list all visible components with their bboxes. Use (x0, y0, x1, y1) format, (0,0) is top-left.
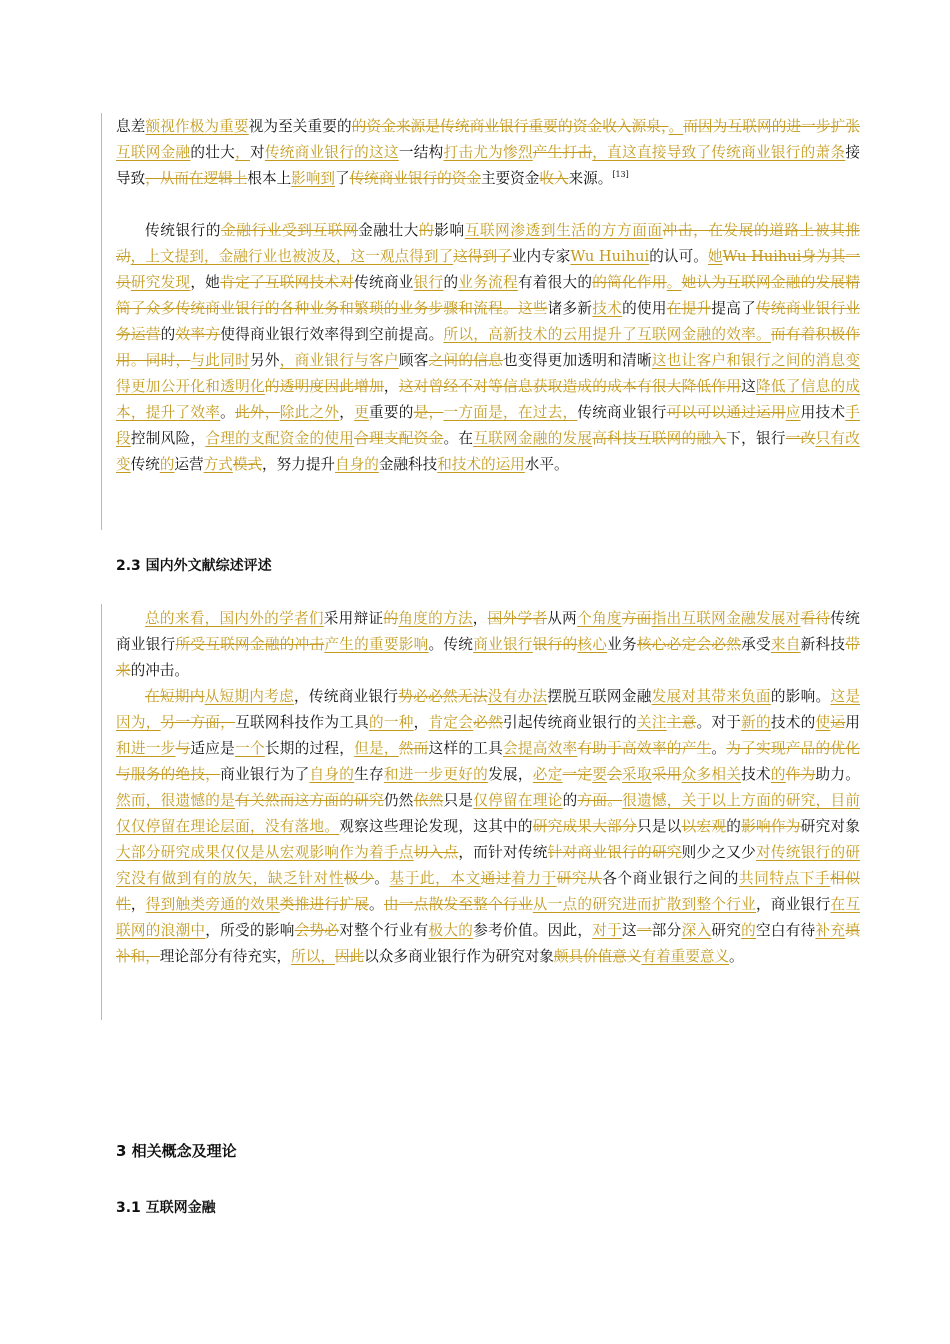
inserted-text: 从短期内考虑 (204, 688, 295, 705)
body-text: ，所受的影响 (205, 922, 295, 939)
deleted-text: 另一方面， (160, 714, 236, 731)
inserted-text: 众多相关 (681, 766, 742, 783)
body-text: 。 (374, 870, 390, 887)
body-text: 只是以 (636, 818, 682, 835)
inserted-text: 影响到 (291, 170, 335, 187)
inserted-text: 银行 (413, 274, 444, 291)
inserted-text: 的一种 (369, 714, 414, 731)
inserted-text: 只有改变 (116, 430, 860, 473)
deleted-text: 与 (175, 740, 191, 757)
body-text: 一结构 (398, 144, 444, 161)
body-text: 研究对象 (800, 818, 860, 835)
deleted-text: 所受互联网金融的冲击 (175, 636, 325, 653)
inserted-text: 指出互联网金融发展对 (651, 610, 801, 627)
body-text: 采用辩证 (323, 610, 384, 627)
body-text: 传统 (130, 456, 160, 473)
body-text: 传统商业银行 (116, 610, 860, 653)
body-text: ，努力提升 (262, 456, 336, 473)
body-text: 传统银行的 (145, 222, 222, 239)
inserted-text: 所以，高新技术的云用提升了互联网金融的效率。 (443, 326, 771, 343)
body-text: ， (413, 714, 429, 731)
inserted-text: 会提高效率 (502, 740, 578, 757)
deleted-text: 因此 (334, 948, 365, 965)
body-text: 这 (741, 378, 757, 395)
body-text: 。对于 (696, 714, 742, 731)
body-text: 。 (729, 948, 744, 965)
body-text: 生存 (354, 766, 384, 783)
inserted-text: 商业银行 (473, 636, 533, 653)
inserted-text: 大部分研究成果仅仅是从宏观影响作为着手点 (116, 844, 414, 861)
inserted-text: 自身的 (309, 766, 355, 783)
deleted-text: 研究成果大部分 (532, 818, 637, 835)
deleted-text: 以宏观 (681, 818, 727, 835)
body-text: ， (383, 378, 399, 395)
body-text: 接导致 (116, 144, 860, 187)
body-text: 影响 (434, 222, 465, 239)
inserted-text: 来自 (770, 636, 801, 653)
inserted-text: 互联网金融 (116, 144, 191, 161)
inserted-text: 。 (666, 274, 682, 291)
body-text: 对 (249, 144, 265, 161)
body-text: 。 (711, 740, 727, 757)
inserted-text: 的 (741, 922, 756, 939)
deleted-text: 颇具价值意义 (553, 948, 642, 965)
deleted-text: 方面。 (577, 792, 623, 809)
body-text: 承受 (741, 636, 771, 653)
deleted-text: 合理支配资金 (354, 430, 444, 447)
citation-ref: [13] (612, 170, 629, 180)
inserted-text: 对于 (592, 922, 623, 939)
deleted-text: 一定 (562, 766, 593, 783)
body-text: ，而针对传统 (458, 844, 548, 861)
inserted-text: 额视作极为重要 (145, 118, 249, 135)
body-text: 顾客 (398, 352, 429, 369)
inserted-text: 没有办法 (487, 688, 548, 705)
inserted-text: 应 (785, 404, 801, 421)
body-text: 摆脱互联网金融 (547, 688, 652, 705)
inserted-text: 自身的 (335, 456, 379, 473)
body-text: 诸多新 (547, 300, 593, 317)
body-text: 。 (369, 896, 384, 913)
body-text: 这样的工具 (428, 740, 503, 757)
body-text: 技术 (741, 766, 771, 783)
body-text: 水平。 (524, 456, 569, 473)
body-text: 的 (160, 326, 176, 343)
deleted-text: 传统商业银行业务运营 (116, 300, 860, 343)
inserted-text: 这是因为， (116, 688, 860, 731)
inserted-text: 技术 (592, 300, 623, 317)
inserted-text: 很遗憾，关于以上方面的研究，目前仅仅停留在理论层面，没有落地。 (116, 792, 860, 835)
body-text: 业务 (607, 636, 637, 653)
deleted-text: 带来 (116, 636, 860, 679)
deleted-text: 在提升 (666, 300, 712, 317)
deleted-text: 金融行业受到互联网 (221, 222, 359, 239)
deleted-text: 影响作为 (741, 818, 801, 835)
inserted-text: 角度的方法 (398, 610, 473, 627)
body-text: 以众多商业银行作为研究对象 (364, 948, 554, 965)
body-text: 理论部分有待充实， (159, 948, 292, 965)
body-text: 新科技 (800, 636, 846, 653)
inserted-text: 一个 (235, 740, 265, 757)
paragraph-short-term (116, 684, 860, 970)
body-text: 从两 (547, 610, 578, 627)
deleted-text: 模式 (232, 456, 263, 473)
body-text: 的 (726, 818, 742, 835)
deleted-text: 的 (383, 610, 399, 627)
deleted-text: 传统商业银行的资金 (349, 170, 481, 187)
deleted-text: 一改 (785, 430, 816, 447)
body-text: 根本上 (247, 170, 292, 187)
inserted-text: 除此之外 (279, 404, 340, 421)
deleted-text: 她认为互联网金融的发展精简了众多传统商业银行的各种业务和繁琐的业务步骤和流程。 (116, 274, 860, 317)
body-text: 运营 (174, 456, 204, 473)
inserted-text: 核心 (577, 636, 608, 653)
body-text: 有着很大的 (517, 274, 593, 291)
inserted-text: 有着重要意义 (641, 948, 730, 965)
body-text: 引起传统商业银行的 (502, 714, 637, 731)
inserted-text: 肯定会 (428, 714, 474, 731)
inserted-text: 互联网金融的发展 (473, 430, 593, 447)
body-text: 主要资金 (480, 170, 540, 187)
body-text: 仍然 (383, 792, 414, 809)
inserted-text: Wu Huihui (570, 248, 650, 265)
inserted-text: 着力于 (511, 870, 557, 887)
body-text: ，传统商业银行 (294, 688, 399, 705)
deleted-text: 必然 (473, 714, 503, 731)
body-text: 来源。 (568, 170, 613, 187)
inserted-text: 产生的重要影响 (324, 636, 429, 653)
inserted-text: ，直这直接导致了传统商业银行的萧条 (592, 144, 846, 161)
inserted-text: 传统商业银行的这这 (264, 144, 399, 161)
heading-3: 3 相关概念及理论 (116, 1142, 237, 1160)
body-text: 这 (622, 922, 637, 939)
body-text: 用 (845, 714, 860, 731)
body-text: 部分 (651, 922, 682, 939)
body-text: ，商业银行 (756, 896, 831, 913)
inserted-text: 发展对其带来负面 (651, 688, 771, 705)
inserted-text: 个角度 (577, 610, 622, 627)
inserted-text: 从一点的研究进而扩散到整个行业 (532, 896, 757, 913)
inserted-text: 一方面是，在过去， (443, 404, 578, 421)
deleted-text: 效率方 (175, 326, 221, 343)
inserted-text: 方式 (203, 456, 233, 473)
body-text: 业内专家 (511, 248, 571, 265)
deleted-text: 而因为互联网的进一步扩张 (683, 118, 860, 135)
body-text: 的冲击。 (130, 662, 189, 679)
body-text: 传统商业银行 (577, 404, 667, 421)
heading-3-1: 3.1 互联网金融 (116, 1200, 216, 1216)
body-text: 参考价值。因此， (473, 922, 593, 939)
deleted-text: 的透明度因此增加 (264, 378, 384, 395)
inserted-text: 极大的 (428, 922, 474, 939)
inserted-text: 要 (592, 766, 608, 783)
body-text: 控制风险， (130, 430, 206, 447)
body-text: 商业银行为了 (220, 766, 310, 783)
inserted-text: 和技术的运用 (437, 456, 525, 473)
deleted-text: 看待 (800, 610, 831, 627)
body-text: 用技术 (800, 404, 846, 421)
body-text: ， (339, 404, 355, 421)
paragraph-traditional-banks (116, 218, 860, 478)
deleted-text: 这对曾经不对等信息获取造成的成本有很大降低作用 (398, 378, 742, 395)
inserted-text: 业务流程 (458, 274, 518, 291)
deleted-text: 研究从 (556, 870, 603, 887)
inserted-text: 她 (707, 248, 723, 265)
heading-2-3: 2.3 国内外文献综述评述 (116, 558, 272, 574)
body-text: 空白有待 (755, 922, 816, 939)
body-text: 各个商业银行之间的 (602, 870, 739, 887)
deleted-text: ，从而在逻辑上 (145, 170, 248, 187)
inserted-text: 但是， (354, 740, 399, 757)
inserted-text: 共同特点下手 (739, 870, 831, 887)
deleted-text: 国外学者 (487, 610, 548, 627)
inserted-text: ，商业银行与客户 (279, 352, 399, 369)
deleted-text: 这得到了 (453, 248, 512, 265)
deleted-text: 通过 (480, 870, 512, 887)
body-text: 使得商业银行效率得到空前提高。 (220, 326, 444, 343)
deleted-text: 的资金来源是传统商业银行重要的资金收入源泉， (351, 118, 669, 135)
body-text: 的使用 (622, 300, 667, 317)
deleted-text: 高科技互联网的融入 (592, 430, 727, 447)
deleted-text: 有关然而这方面的研究 (235, 792, 384, 809)
inserted-text: 所以， (291, 948, 335, 965)
deleted-text: 产生打击 (532, 144, 593, 161)
deleted-text: 有助于高效率的产生 (577, 740, 712, 757)
body-text: 视为至关重要的 (248, 118, 352, 135)
body-text: 长期的过程， (264, 740, 355, 757)
inserted-text: 深入 (681, 922, 712, 939)
body-text: 的 (562, 792, 578, 809)
deleted-text: Wu Huihui身为其一员 (116, 248, 860, 291)
inserted-text: 合理的支配资金的使用 (205, 430, 355, 447)
body-text: 重要的 (369, 404, 414, 421)
inserted-text: 降低了信息的成本，提升了效率 (116, 378, 860, 421)
body-text: 互联网科技作为工具 (235, 714, 369, 731)
inserted-text: 关注 (636, 714, 667, 731)
deleted-text: 填补和， (116, 922, 860, 965)
inserted-text: 和进一步更好的 (383, 766, 489, 783)
deleted-text: 可以可以通过运用 (666, 404, 786, 421)
deleted-text: 切入点 (413, 844, 459, 861)
inserted-text: 。 (668, 118, 684, 135)
deleted-text: 采用 (651, 766, 682, 783)
inserted-text: 新的 (741, 714, 771, 731)
deleted-text: 而有着积极作用。同时， (116, 326, 860, 369)
body-text: 下，银行 (726, 430, 786, 447)
inserted-text: 必定 (532, 766, 563, 783)
body-text: 助力。 (815, 766, 860, 783)
body-text: 提高了 (711, 300, 757, 317)
body-text: 的 (443, 274, 459, 291)
inserted-text: 然而，很遗憾的是 (116, 792, 236, 809)
inserted-text: 对传统银行的研究没有做到有的放矢，缺乏针对性 (116, 844, 860, 887)
body-text: 观察这些理论发现，这其中的 (339, 818, 533, 835)
body-text: 金融科技 (378, 456, 438, 473)
body-text: 传统商业 (354, 274, 414, 291)
inserted-text: ，上文提到，金融行业也被波及，这一观点得到了 (130, 248, 454, 265)
body-text: 息差 (116, 118, 146, 135)
deleted-text: 由一点散发至整个行业 (383, 896, 533, 913)
deleted-text: 肯定了互联网技术对 (220, 274, 355, 291)
deleted-text: 主意 (666, 714, 697, 731)
inserted-text: 使 (815, 714, 831, 731)
deleted-text: 作为 (785, 766, 816, 783)
body-text: 技术的 (770, 714, 816, 731)
deleted-text: 极少 (343, 870, 375, 887)
deleted-text: 依然 (413, 792, 444, 809)
deleted-text: 此外， (235, 404, 280, 421)
deleted-text: 类推进行扩展 (279, 896, 370, 913)
inserted-text: 研究发现 (130, 274, 191, 291)
deleted-text: 会 (607, 766, 623, 783)
deleted-text: 的 (419, 222, 435, 239)
deleted-text: 银行的 (532, 636, 578, 653)
inserted-text: 得到触类旁通的效果 (145, 896, 280, 913)
deleted-text: 然而 (398, 740, 429, 757)
inserted-text: 仅停留在理论 (473, 792, 563, 809)
body-text: 的壮大 (190, 144, 236, 161)
inserted-text: 采取 (622, 766, 652, 783)
body-text: 。在 (443, 430, 474, 447)
deleted-text: 的简化作用 (592, 274, 667, 291)
deleted-text: 这些 (517, 300, 548, 317)
deleted-text: 收入 (539, 170, 569, 187)
inserted-text: 更 (354, 404, 370, 421)
inserted-text: 互联网渗透到生活的方方面面 (464, 222, 663, 239)
inserted-text: 补充 (815, 922, 846, 939)
body-text: ， (130, 896, 146, 913)
body-text: ， (472, 610, 488, 627)
inserted-text: 基于此，本文 (389, 870, 481, 887)
body-text: 适应是 (190, 740, 236, 757)
deleted-text: 一 (636, 922, 652, 939)
inserted-text: 打击尤为惨烈 (443, 144, 533, 161)
inserted-text: 在互联网的浪潮中 (116, 896, 860, 939)
body-text: 另外 (249, 352, 280, 369)
deleted-text: 方面 (621, 610, 652, 627)
body-text: 研究 (711, 922, 742, 939)
body-text: 。 (220, 404, 236, 421)
deleted-text: 为了实现产品的优化与服务的绝技， (116, 740, 860, 783)
inserted-text: 手段 (116, 404, 860, 447)
body-text: 则少之又少 (681, 844, 757, 861)
inserted-text: 的 (159, 456, 175, 473)
body-text: 的认可。 (649, 248, 708, 265)
deleted-text: 冲击，在发展的道路上被其推动 (116, 222, 860, 265)
body-text: 金融壮大 (358, 222, 420, 239)
deleted-text: 是， (413, 404, 444, 421)
revision-change-bar (101, 604, 102, 1020)
deleted-text: 在短期内 (145, 688, 205, 705)
inserted-text: 的 (770, 766, 786, 783)
deleted-text: 运 (830, 714, 846, 731)
paragraph-interest-spread (116, 114, 860, 192)
inserted-text: 这也让客户和银行之间的消息变得更加公开化和透明化 (116, 352, 860, 395)
body-text: 的影响。 (770, 688, 831, 705)
deleted-text: 针对商业银行的研究 (547, 844, 682, 861)
deleted-text: 之间的信息 (428, 352, 504, 369)
body-text: ，她 (190, 274, 221, 291)
body-text: 只是 (443, 792, 474, 809)
deleted-text: 势必必然无法 (398, 688, 488, 705)
deleted-text: 核心必定会必然 (636, 636, 742, 653)
body-text: 。传统 (428, 636, 474, 653)
inserted-text: ， (235, 144, 250, 161)
body-text: 发展， (488, 766, 533, 783)
body-text: 也变得更加透明和清晰 (503, 352, 652, 369)
body-text: 了 (334, 170, 350, 187)
deleted-text: 会势必 (294, 922, 340, 939)
deleted-text: 相似性 (116, 870, 860, 913)
revision-change-bar (101, 113, 102, 530)
inserted-text: 总的来看，国内外的学者们 (145, 610, 324, 627)
paragraph-summary (116, 606, 860, 684)
body-text: 对整个行业有 (339, 922, 429, 939)
inserted-text: 与此同时 (190, 352, 250, 369)
inserted-text: 和进一步 (116, 740, 176, 757)
